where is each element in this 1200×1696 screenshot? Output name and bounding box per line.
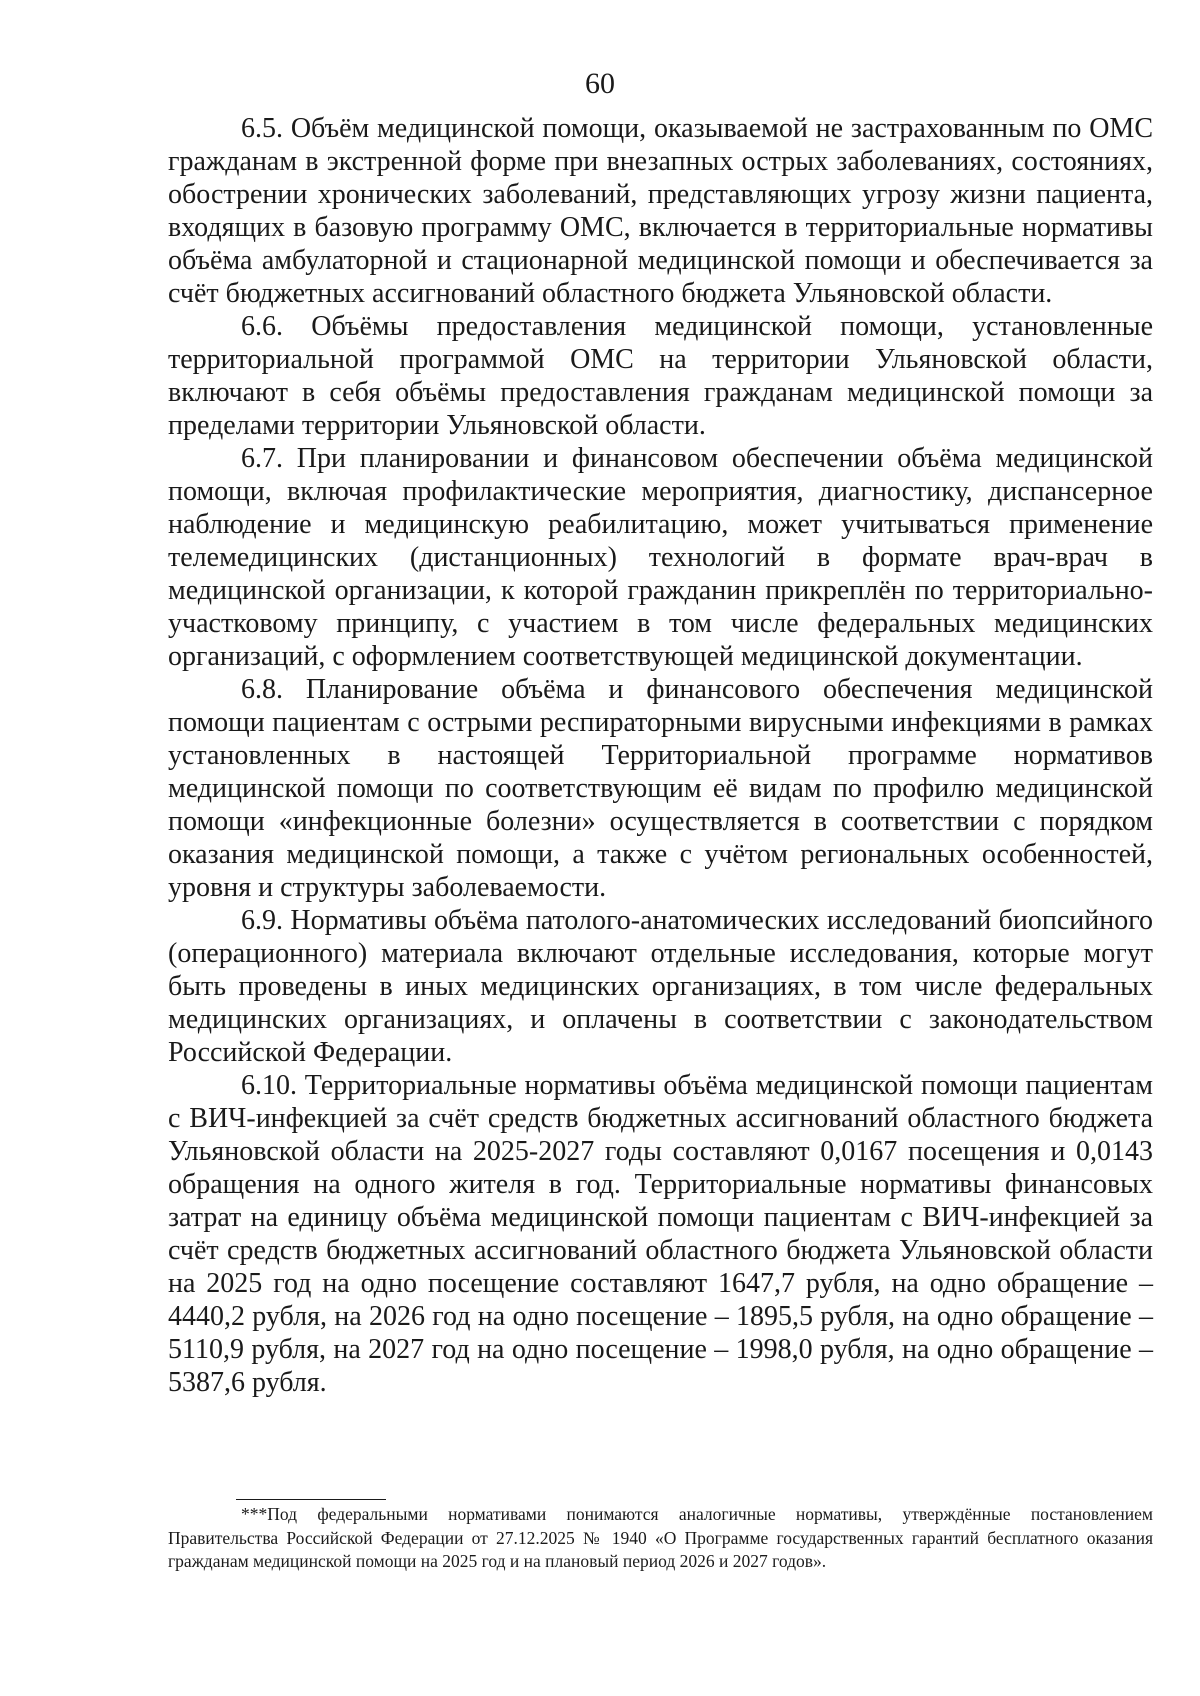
paragraph-6-10: 6.10. Территориальные нормативы объёма медицинской помощи пациентам с ВИЧ-инфекцией за счёт средств бюджетных ассигнований областного бюджета Ульяновской области на 2025-2027 годы составляют 0,0167 посещения и 0,0143 обращения на одного жителя в год. Территориальные нормативы финансовых затрат на единицу объёма медицинской помощи пациентам с ВИЧ-инфекцией за счёт средств бюджетных ассигнований областного бюджета Ульяновской области на 2025 год на одно посещение составляют 1647,7 рубля, на одно обращение – 4440,2 рубля, на 2026 год на одно посещение – 1895,5 рубля, на одно обращение – 5110,9 рубля, на 2027 год на одно посещение – 1998,0 рубля, на одно обращение – 5387,6 рубля. [168,1070,1153,1398]
paragraph-6-7: 6.7. При планировании и финансовом обеспечении объёма медицинской помощи, включая профилактические мероприятия, диагностику, диспансерное наблюдение и медицинскую реабилитацию, может учитываться применение телемедицинских (дистанционных) технологий в формате врач-врач в медицинской организации, к которой гражданин прикреплён по территориально-участковому принципу, с участием в том числе федеральных медицинских организаций, с оформлением соответствующей медицинской документации. [168,443,1153,672]
paragraph-6-9: 6.9. Нормативы объёма патолого-анатомических исследований биопсийного (операционного) материала включают отдельные исследования, которые могут быть проведены в иных медицинских организациях, в том числе федеральных медицинских организациях, и оплачены в соответствии с законодательством Российской Федерации. [168,905,1153,1068]
page-number: 60 [585,67,615,100]
document-body [168,112,1153,1399]
paragraph-6-6: 6.6. Объёмы предоставления медицинской помощи, установленные территориальной программой ОМС на территории Ульяновской области, включают в себя объёмы предоставления гражданам медицинской помощи за пределами территории Ульяновской области. [168,311,1153,441]
footnote: ***Под федеральными нормативами понимаются аналогичные нормативы, утверждённые постановлением Правительства Российской Федерации от 27.12.2025 № 1940 «О Программе государственных гарантий бесплатного оказания гражданам медицинской помощи на 2025 год и на плановый период 2026 и 2027 годов». [168,1504,1153,1571]
paragraph-6-8: 6.8. Планирование объёма и финансового обеспечения медицинской помощи пациентам с острыми респираторными вирусными инфекциями в рамках установленных в настоящей Территориальной программе нормативов медицинской помощи по соответствующим её видам по профилю медицинской помощи «инфекционные болезни» осуществляется в соответствии с порядком оказания медицинской помощи, а также с учётом региональных особенностей, уровня и структуры заболеваемости. [168,674,1153,903]
footnote-divider [236,1499,386,1500]
paragraph-6-5: 6.5. Объём медицинской помощи, оказываемой не застрахованным по ОМС гражданам в экстренной форме при внезапных острых заболеваниях, состояниях, обострении хронических заболеваний, представляющих угрозу жизни пациента, входящих в базовую программу ОМС, включается в территориальные нормативы объёма амбулаторной и стационарной медицинской помощи и обеспечивается за счёт бюджетных ассигнований областного бюджета Ульяновской области. [168,113,1153,309]
